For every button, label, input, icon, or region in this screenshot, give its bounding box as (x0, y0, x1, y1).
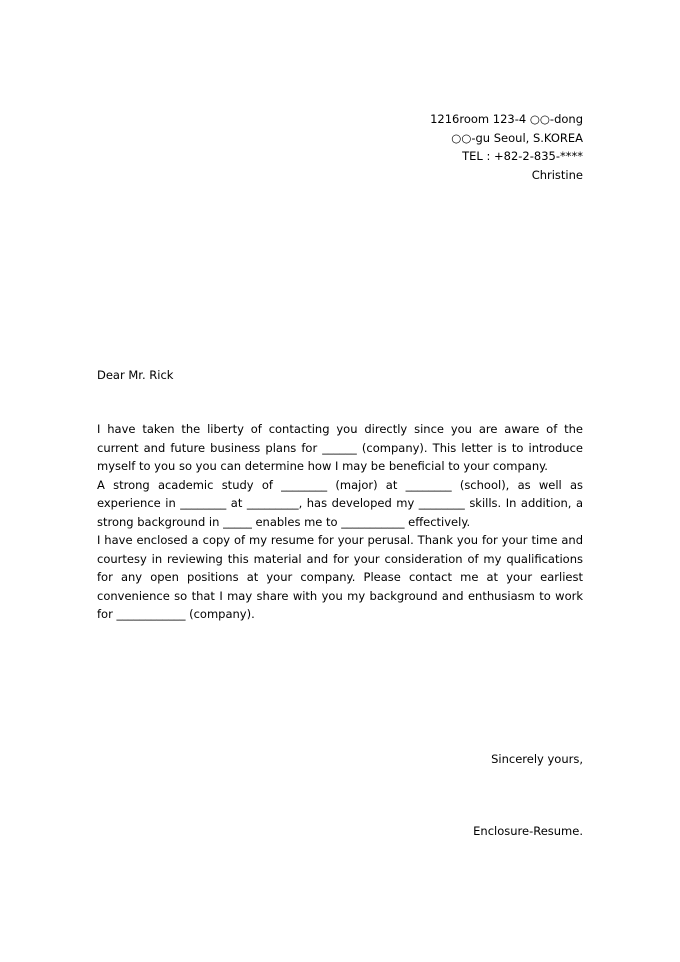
address-line-street: 1216room 123-4 ○○-dong (430, 112, 583, 126)
body-paragraph-closing-request: I have enclosed a copy of my resume for your perusal. Thank you for your time and courtesy in reviewing this material and for your consideration of my qualifications for any open positions at your company. Please contact me at your earliest convenience so that I may share with you my background and enthusiasm to work for ____________ (company). (97, 533, 583, 621)
sender-name: Christine (531, 167, 583, 182)
salutation: Dear Mr. Rick (97, 368, 174, 382)
complimentary-closing: Sincerely yours, (491, 752, 583, 766)
enclosure-note: Enclosure-Resume. (473, 824, 583, 838)
body-paragraph-qualifications: A strong academic study of ________ (major) at ________ (school), as well as experience in ________ at _________, has developed my ________ skills. In addition, a strong background in _____ enables me to ___________ effectively. (97, 477, 583, 529)
body-paragraph-intro: I have taken the liberty of contacting you directly since you are aware of the current and future business plans for ______ (company). This letter is to introduce myself to you so you can determine how I may be beneficial to your company. (97, 422, 583, 473)
sender-address-block (430, 110, 583, 184)
address-line-city: ○○-gu Seoul, S.KOREA (451, 130, 583, 145)
letter-body (97, 420, 583, 624)
address-line-phone: TEL : +82-2-835-**** (462, 149, 583, 163)
